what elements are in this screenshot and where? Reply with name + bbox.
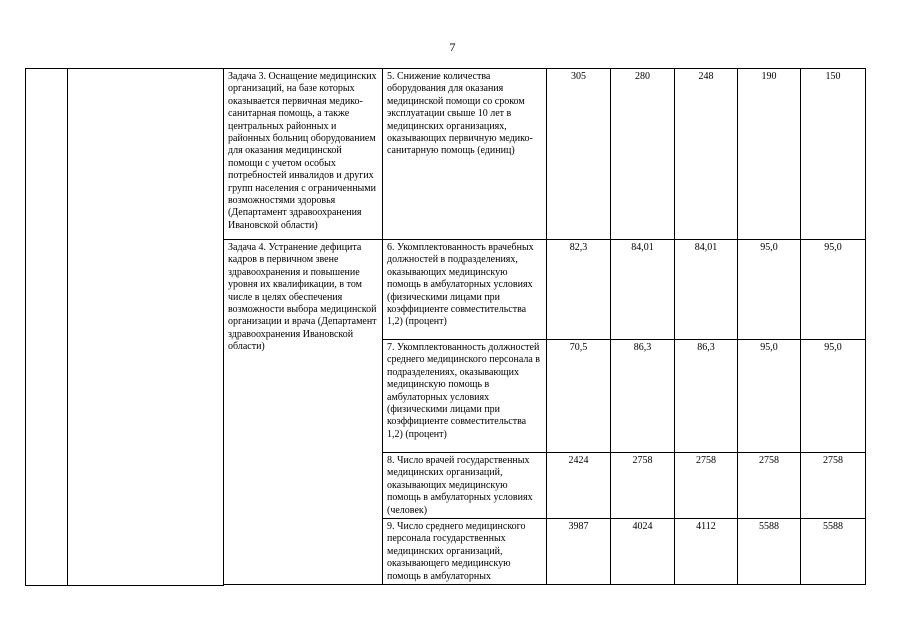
indicator-cell: 5. Снижение количества оборудования для оказания медицинской помощи со сроком эксплуатации свыше 10 лет в медицинских организациях, оказывающих первичную медико-санитарную помощь (единиц): [383, 69, 547, 240]
spacer-cell: [224, 585, 866, 586]
page-number: 7: [449, 40, 456, 54]
value-cell: 3987: [547, 519, 611, 585]
task-cell: Задача 4. Устранение дефицита кадров в первичном звене здравоохранения и повышение уровня их квалификации, в том числе в целях обеспечения возможности выбора медицинской организации и врача (Департамент здравоохранения Ивановской области): [224, 240, 383, 585]
value-cell: 95,0: [801, 340, 866, 453]
indicators-table: [25, 68, 866, 586]
blank-cell: [26, 69, 68, 586]
value-cell: 95,0: [738, 340, 801, 453]
value-cell: 70,5: [547, 340, 611, 453]
value-cell: 5588: [801, 519, 866, 585]
value-cell: 5588: [738, 519, 801, 585]
value-cell: 86,3: [675, 340, 738, 453]
value-cell: 84,01: [675, 240, 738, 340]
value-cell: 2758: [611, 453, 675, 519]
value-cell: 95,0: [738, 240, 801, 340]
value-cell: 82,3: [547, 240, 611, 340]
value-cell: 2424: [547, 453, 611, 519]
value-cell: 4112: [675, 519, 738, 585]
value-cell: 4024: [611, 519, 675, 585]
value-cell: 2758: [738, 453, 801, 519]
value-cell: 248: [675, 69, 738, 240]
table-row: [26, 69, 866, 240]
value-cell: 86,3: [611, 340, 675, 453]
indicator-cell: 7. Укомплектованность должностей среднего медицинского персонала в подразделениях, оказывающих медицинскую помощь в амбулаторных условиях (физическими лицами при коэффициенте совместительства 1,2) (процент): [383, 340, 547, 453]
value-cell: 2758: [801, 453, 866, 519]
value-cell: 190: [738, 69, 801, 240]
blank-cell: [68, 69, 224, 586]
value-cell: 84,01: [611, 240, 675, 340]
indicator-cell: 9. Число среднего медицинского персонала государственных медицинских организаций, оказывающего медицинскую помощь в амбулаторных: [383, 519, 547, 585]
value-cell: 150: [801, 69, 866, 240]
value-cell: 280: [611, 69, 675, 240]
value-cell: 95,0: [801, 240, 866, 340]
value-cell: 305: [547, 69, 611, 240]
task-cell: Задача 3. Оснащение медицинских организаций, на базе которых оказывается первичная медико-санитарная помощь, а также центральных районных и районных больниц оборудованием для оказания медицинской помощи с учетом особых потребностей инвалидов и других групп населения с ограниченными возможностями здоровья (Департамент здравоохранения Ивановской области): [224, 69, 383, 240]
indicator-cell: 6. Укомплектованность врачебных должностей в подразделениях, оказывающих медицинскую помощь в амбулаторных условиях (физическими лицами при коэффициенте совместительства 1,2) (процент): [383, 240, 547, 340]
indicator-cell: 8. Число врачей государственных медицинских организаций, оказывающих медицинскую помощь в амбулаторных условиях (человек): [383, 453, 547, 519]
value-cell: 2758: [675, 453, 738, 519]
